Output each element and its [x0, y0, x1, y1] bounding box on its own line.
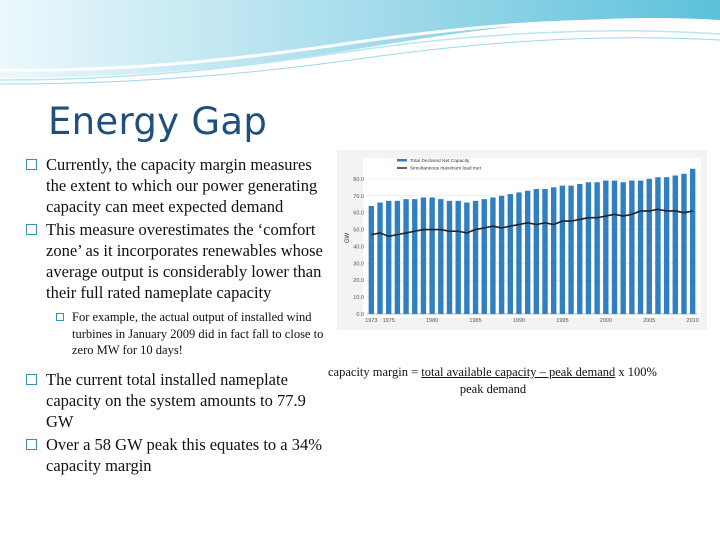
- formula-denominator: peak demand: [459, 382, 527, 396]
- sub-bullet-item: [26, 309, 326, 359]
- bullet-text: Currently, the capacity margin measures the extent to which our power generating capacity can meet expected demand: [46, 155, 318, 216]
- bullet-box-icon: [26, 224, 37, 235]
- capacity-bar: [594, 182, 599, 314]
- capacity-bar: [534, 189, 539, 314]
- capacity-bar: [577, 184, 582, 314]
- capacity-bar: [516, 192, 521, 314]
- capacity-bar: [377, 203, 382, 314]
- formula-multiplier: x 100%: [615, 365, 657, 379]
- x-tick-label: 2010: [686, 318, 699, 324]
- capacity-bar: [560, 186, 565, 314]
- capacity-bar: [620, 182, 625, 314]
- bullet-text: This measure overestimates the ‘comfort zone’ as it incorporates renewables whose average output is considerably lower than their full rated nameplate capacity: [46, 220, 323, 302]
- y-tick-label: 20.0: [353, 278, 364, 285]
- capacity-bar: [612, 181, 617, 314]
- x-tick-label: 1973: [365, 318, 378, 324]
- wave-banner: [0, 0, 720, 90]
- y-tick-label: 40.0: [353, 244, 364, 251]
- slide-title: Energy Gap: [48, 100, 268, 143]
- capacity-bar: [499, 196, 504, 314]
- capacity-bar: [395, 201, 400, 314]
- y-tick-label: 0.0: [356, 312, 364, 318]
- capacity-bar: [464, 203, 469, 314]
- capacity-bar: [482, 199, 487, 314]
- capacity-bar: [508, 194, 513, 314]
- capacity-bar: [586, 182, 591, 314]
- capacity-chart: [337, 150, 707, 330]
- capacity-margin-formula: [328, 365, 720, 397]
- bullet-text: Over a 58 GW peak this equates to a 34% capacity margin: [46, 434, 322, 475]
- bullet-list: [26, 154, 326, 478]
- capacity-bar: [551, 187, 556, 314]
- capacity-bar: [412, 199, 417, 314]
- capacity-bar: [542, 189, 547, 314]
- capacity-bar: [438, 199, 443, 314]
- bullet-item: [26, 369, 326, 432]
- formula-prefix: capacity margin =: [328, 365, 422, 379]
- capacity-bar: [603, 181, 608, 314]
- capacity-bar: [455, 201, 460, 314]
- capacity-bar: [473, 201, 478, 314]
- y-tick-label: 60.0: [353, 210, 364, 217]
- bullet-text: The current total installed nameplate capacity on the system amounts to 77.9 GW: [46, 369, 306, 431]
- capacity-bar: [421, 197, 426, 314]
- capacity-bar: [568, 186, 573, 314]
- bullet-item: [26, 154, 326, 217]
- x-tick-label: 1990: [512, 318, 526, 324]
- capacity-bar: [638, 181, 643, 314]
- y-tick-label: 80.0: [353, 176, 364, 183]
- sub-bullet-text: For example, the actual output of installed wind turbines in January 2009 did in fact fall to close to zero MW for 10 days!: [72, 310, 324, 357]
- capacity-bar: [447, 201, 452, 314]
- capacity-bar: [490, 197, 495, 314]
- x-tick-label: 1985: [469, 318, 482, 324]
- x-tick-label: 1995: [556, 318, 569, 324]
- x-tick-label: 2000: [599, 318, 612, 324]
- bullet-box-icon: [26, 374, 37, 385]
- capacity-bar: [664, 177, 669, 314]
- capacity-bar: [429, 197, 434, 314]
- capacity-bar: [673, 176, 678, 314]
- x-tick-label: 1980: [426, 318, 439, 324]
- y-tick-label: 70.0: [353, 193, 364, 200]
- bullet-item: [26, 434, 326, 476]
- capacity-bar: [403, 199, 408, 314]
- legend-label-capacity: Total Declared Net Capacity: [410, 159, 470, 164]
- capacity-bar: [369, 206, 374, 314]
- y-axis-label: GW: [345, 232, 351, 244]
- bullet-item: [26, 219, 326, 303]
- y-tick-label: 30.0: [353, 261, 364, 268]
- bullet-box-icon: [56, 313, 64, 321]
- legend-swatch-capacity: [397, 159, 407, 162]
- bullet-box-icon: [26, 159, 37, 170]
- capacity-bar: [681, 174, 686, 314]
- y-tick-label: 10.0: [353, 295, 364, 302]
- legend-label-load: Simultaneous maximum load met: [410, 166, 481, 172]
- x-tick-label: 1975: [382, 318, 395, 324]
- capacity-bar: [386, 201, 391, 314]
- capacity-bar: [655, 177, 660, 314]
- y-tick-label: 50.0: [353, 227, 364, 234]
- capacity-bar: [525, 191, 530, 314]
- formula-numerator: total available capacity – peak demand: [421, 365, 616, 379]
- capacity-bar: [629, 181, 634, 314]
- capacity-bar: [647, 179, 652, 314]
- capacity-bar: [690, 169, 695, 314]
- bullet-box-icon: [26, 439, 37, 450]
- x-tick-label: 2005: [643, 318, 656, 324]
